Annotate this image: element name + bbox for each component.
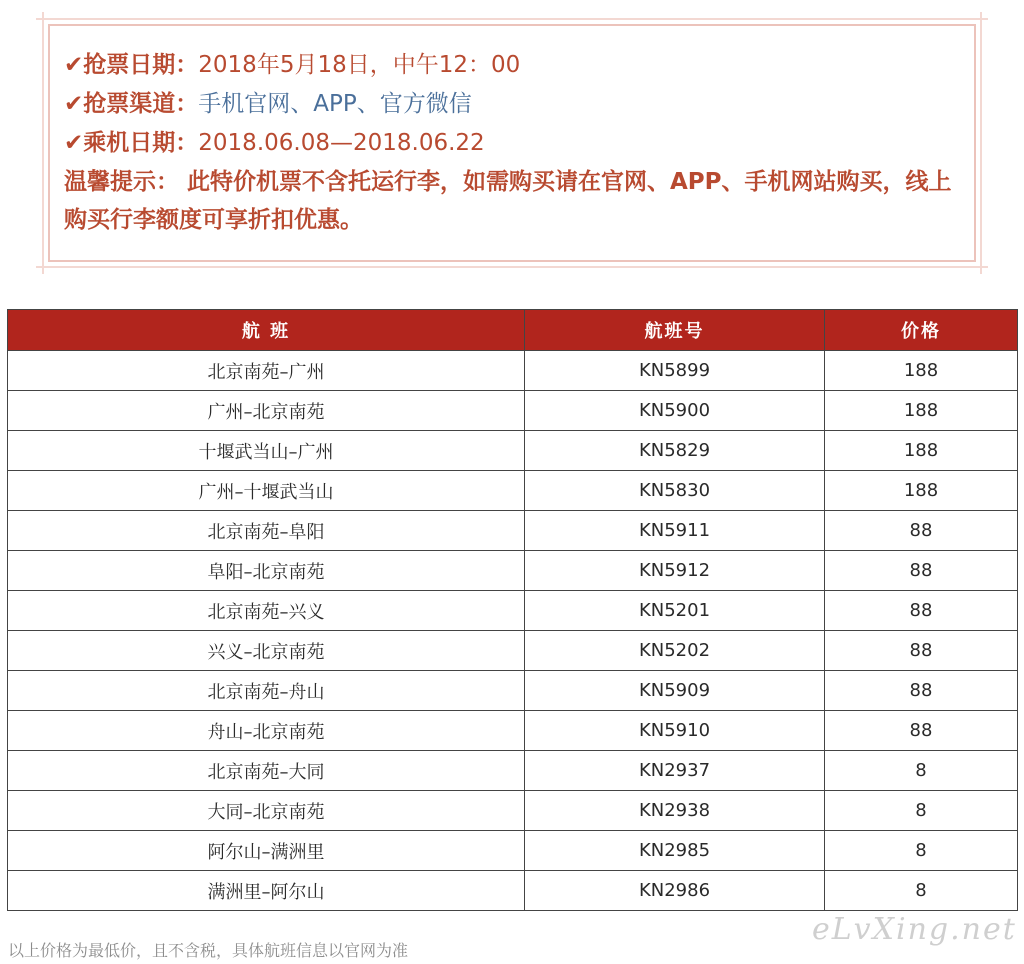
table-row [8,711,1018,751]
frame-border-left [42,12,44,274]
cell-route: 广州–北京南苑 [8,391,525,431]
cell-route: 舟山–北京南苑 [8,711,525,751]
cell-flight-number: KN5912 [525,551,825,591]
table-header-row [8,310,1018,351]
check-icon: ✔ [64,52,84,78]
cell-flight-number: KN5830 [525,471,825,511]
notice-tip: 温馨提示： 此特价机票不含托运行李，如需购买请在官网、APP、手机网站购买，线上购买行李额度可享折扣优惠。 [64,169,952,233]
notice-line-channel [64,85,964,124]
notice-value-channel: 手机官网、APP、官方微信 [198,91,472,117]
cell-route: 阿尔山–满洲里 [8,831,525,871]
cell-flight-number: KN5909 [525,671,825,711]
cell-route: 兴义–北京南苑 [8,631,525,671]
table-row [8,791,1018,831]
cell-route: 北京南苑–兴义 [8,591,525,631]
cell-price: 88 [825,631,1018,671]
table-row [8,351,1018,391]
notice-content [64,46,964,239]
frame-border-right [980,12,982,274]
frame-border-bottom [36,266,988,268]
cell-route: 北京南苑–大同 [8,751,525,791]
notice-line-travel-date [64,124,964,163]
cell-route: 阜阳–北京南苑 [8,551,525,591]
table-row [8,591,1018,631]
cell-flight-number: KN2937 [525,751,825,791]
cell-route: 满洲里–阿尔山 [8,871,525,911]
notice-line-date [64,46,964,85]
table-row [8,551,1018,591]
header-flight-number: 航班号 [525,310,825,351]
cell-flight-number: KN2986 [525,871,825,911]
cell-flight-number: KN5900 [525,391,825,431]
table-row [8,871,1018,911]
cell-price: 188 [825,431,1018,471]
cell-flight-number: KN5911 [525,511,825,551]
table-row [8,751,1018,791]
table-row [8,631,1018,671]
header-price: 价格 [825,310,1018,351]
table-row [8,391,1018,431]
cell-route: 大同–北京南苑 [8,791,525,831]
cell-route: 北京南苑–广州 [8,351,525,391]
cell-flight-number: KN5201 [525,591,825,631]
cell-price: 88 [825,711,1018,751]
cell-price: 88 [825,671,1018,711]
cell-price: 88 [825,511,1018,551]
header-route: 航 班 [8,310,525,351]
cell-price: 8 [825,751,1018,791]
table-row [8,831,1018,871]
check-icon: ✔ [64,91,84,117]
cell-price: 8 [825,871,1018,911]
footnote: 以上价格为最低价，且不含税，具体航班信息以官网为准 [8,941,409,960]
cell-route: 北京南苑–阜阳 [8,511,525,551]
table-row [8,431,1018,471]
cell-flight-number: KN5910 [525,711,825,751]
table-row [8,671,1018,711]
cell-flight-number: KN2985 [525,831,825,871]
cell-price: 188 [825,391,1018,431]
frame-border-top [36,18,988,20]
cell-route: 十堰武当山–广州 [8,431,525,471]
cell-flight-number: KN2938 [525,791,825,831]
cell-route: 广州–十堰武当山 [8,471,525,511]
cell-flight-number: KN5829 [525,431,825,471]
table-row [8,471,1018,511]
cell-price: 8 [825,791,1018,831]
notice-label-channel: 抢票渠道： [83,91,199,117]
cell-flight-number: KN5899 [525,351,825,391]
cell-route: 北京南苑–舟山 [8,671,525,711]
table-row [8,511,1018,551]
cell-price: 88 [825,591,1018,631]
cell-price: 88 [825,551,1018,591]
notice-label-travel-date: 乘机日期： [83,130,199,156]
fares-table [7,309,1018,911]
watermark: eLvXing.net [812,912,1017,947]
cell-price: 188 [825,471,1018,511]
notice-label-date: 抢票日期： [83,52,199,78]
check-icon: ✔ [64,130,84,156]
cell-price: 8 [825,831,1018,871]
cell-flight-number: KN5202 [525,631,825,671]
cell-price: 188 [825,351,1018,391]
notice-value-travel-date: 2018.06.08—2018.06.22 [198,130,485,156]
notice-value-date: 2018年5月18日，中午12：00 [198,52,521,78]
